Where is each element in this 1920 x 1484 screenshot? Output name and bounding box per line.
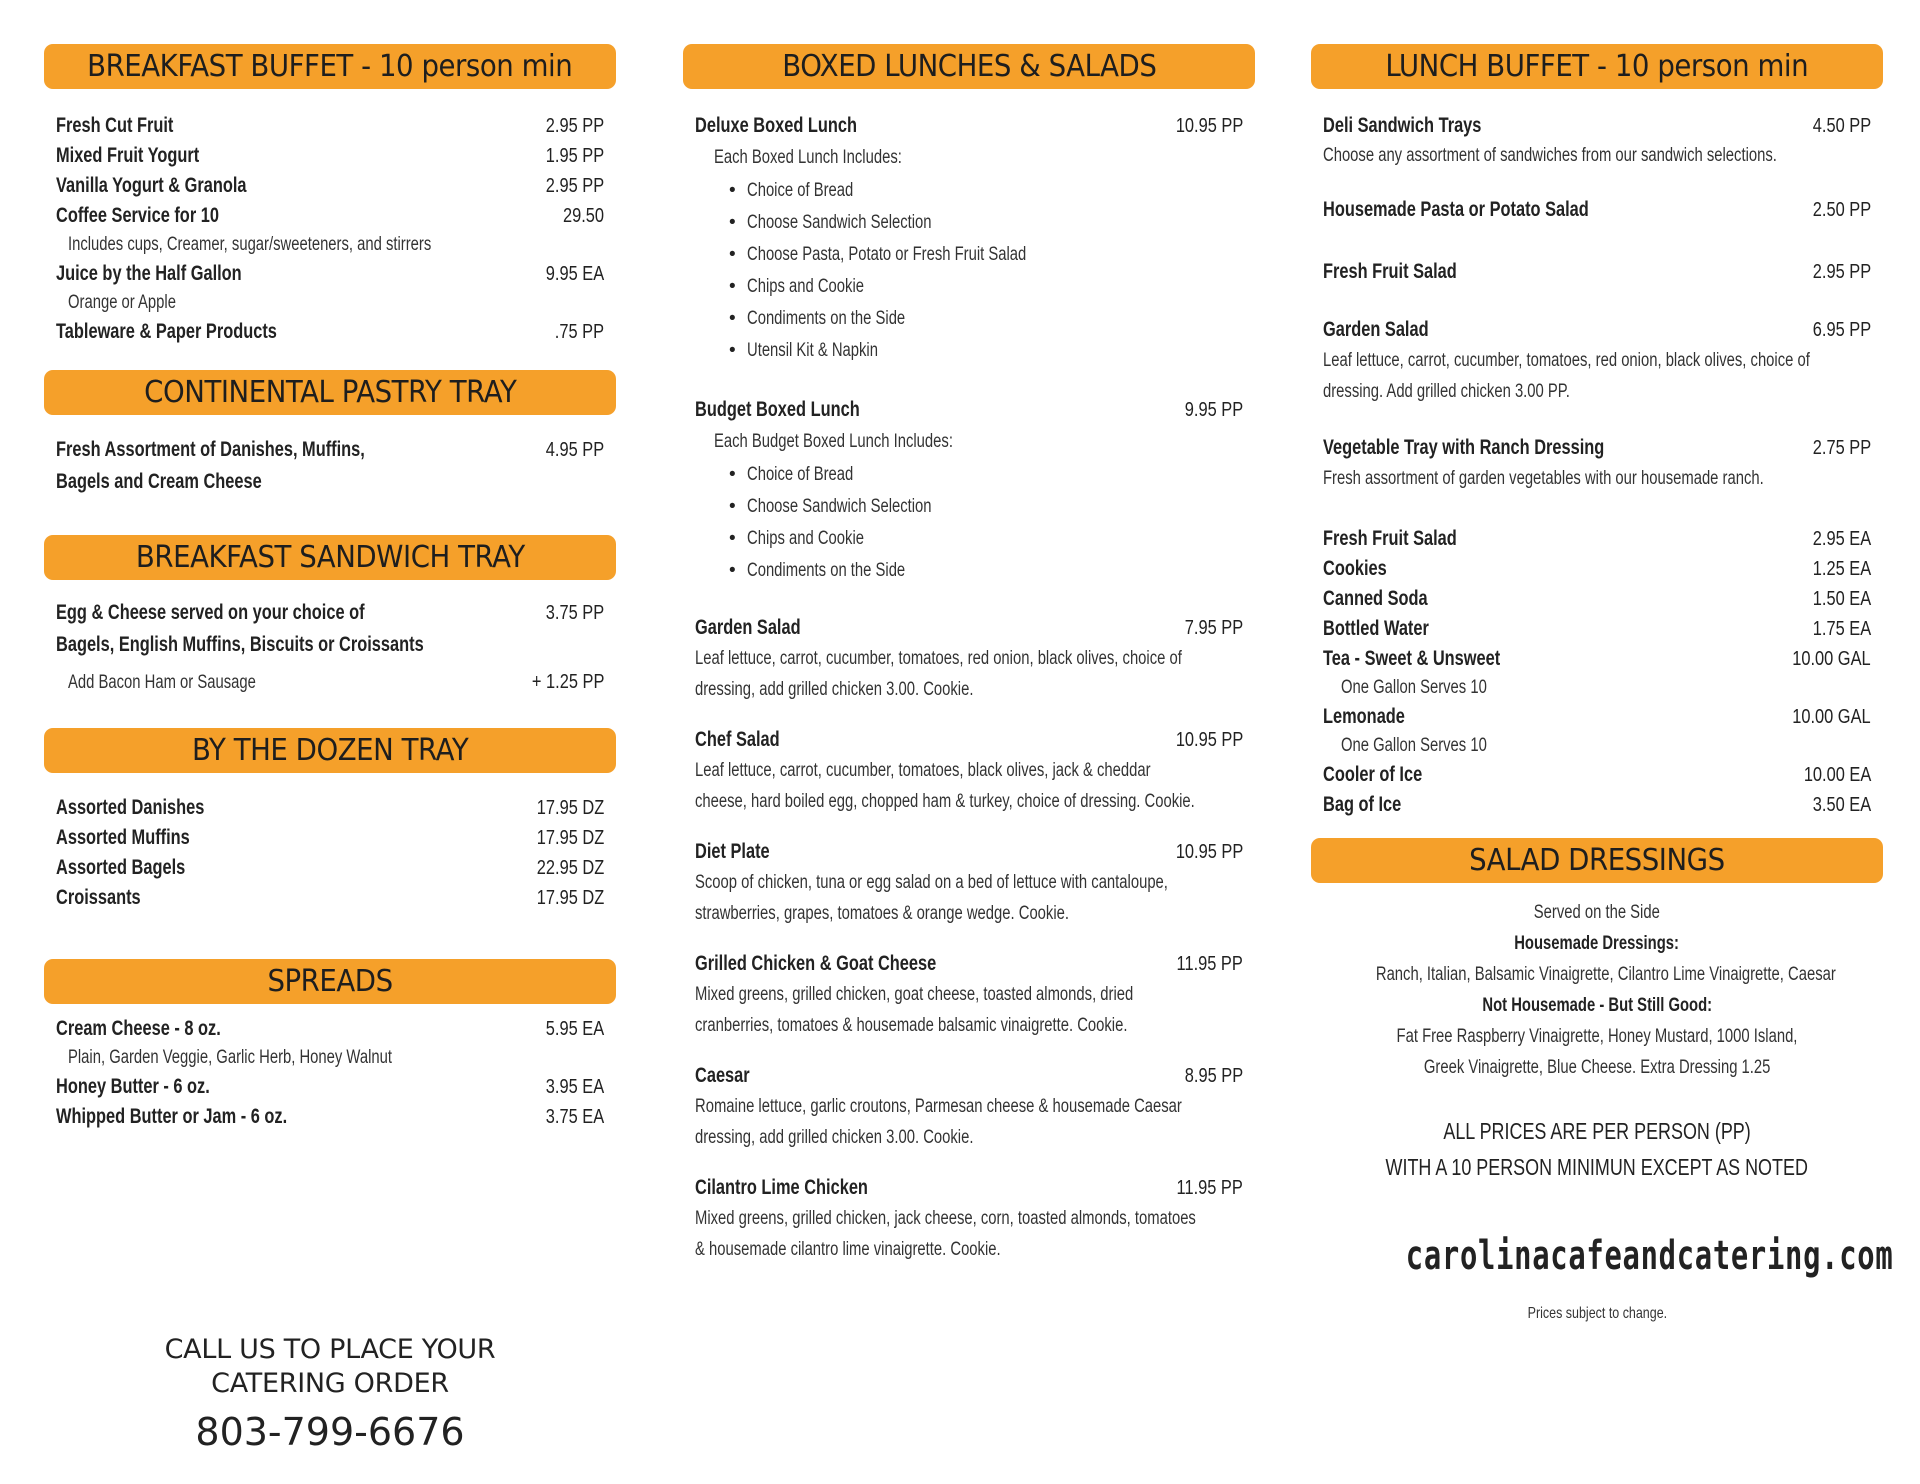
right-column <box>1311 44 1894 1323</box>
item-name: Vanilla Yogurt & Granola <box>56 174 247 197</box>
salad-item <box>683 613 1255 705</box>
item-name: Whipped Butter or Jam - 6 oz. <box>56 1105 288 1128</box>
item-note: Mixed greens, grilled chicken, goat cheese, toasted almonds, dried <box>695 984 1134 1005</box>
deluxe-includes-list <box>683 175 1255 367</box>
veg-price: 2.75 PP <box>1812 437 1871 459</box>
veg-item <box>1311 433 1883 463</box>
item-name: Fresh Fruit Salad <box>1323 527 1457 550</box>
deli-price: 4.50 PP <box>1812 115 1871 137</box>
bullet-item <box>747 271 1255 303</box>
list-item <box>44 1072 616 1102</box>
bullet-text: Choose Sandwich Selection <box>747 212 932 233</box>
item-note: Orange or Apple <box>68 292 176 313</box>
breakfast-sandwich-title: BREAKFAST SANDWICH TRAY <box>135 540 525 575</box>
item-name: Lemonade <box>1323 705 1405 728</box>
boxed-lunches-title: BOXED LUNCHES & SALADS <box>781 49 1157 84</box>
list-item <box>1311 790 1883 820</box>
deli-name: Deli Sandwich Trays <box>1323 114 1482 137</box>
item-name: Chef Salad <box>695 728 780 751</box>
item-note: & housemade cilantro lime vinaigrette. Cookie. <box>695 1239 1001 1260</box>
middle-column <box>683 44 1255 1265</box>
bullet-text: Chips and Cookie <box>747 276 864 297</box>
fruit-name: Fresh Fruit Salad <box>1323 260 1457 283</box>
item-note: One Gallon Serves 10 <box>1341 735 1487 756</box>
fineprint-text: Prices subject to change. <box>1527 1305 1667 1322</box>
item-name: Coffee Service for 10 <box>56 204 219 227</box>
item-price: 7.95 PP <box>1184 617 1243 639</box>
list-item <box>44 259 616 289</box>
list-item <box>44 823 616 853</box>
breakfast-sandwich-addon <box>44 662 616 702</box>
list-item <box>44 317 616 347</box>
item-note: Leaf lettuce, carrot, cucumber, tomatoes, red onion, black olives, choice of <box>695 648 1182 669</box>
item-name: Juice by the Half Gallon <box>56 262 242 285</box>
list-item <box>44 171 616 201</box>
dozen-banner <box>44 728 616 773</box>
item-name: Tableware & Paper Products <box>56 320 277 343</box>
list-item <box>44 853 616 883</box>
item-name: Cilantro Lime Chicken <box>695 1176 868 1199</box>
item-name: Caesar <box>695 1064 750 1087</box>
addon-price: + 1.25 PP <box>531 671 604 693</box>
item-price: .75 PP <box>554 321 604 343</box>
list-item <box>1311 760 1883 790</box>
item-price: 10.00 GAL <box>1792 706 1871 728</box>
item-price: 10.00 GAL <box>1792 648 1871 670</box>
item-price: 10.95 PP <box>1175 841 1243 863</box>
bullet-text: Choose Sandwich Selection <box>747 496 932 517</box>
garden-item <box>1311 315 1883 345</box>
item-note: Mixed greens, grilled chicken, jack cheese, corn, toasted almonds, tomatoes <box>695 1208 1196 1229</box>
budget-name: Budget Boxed Lunch <box>695 398 860 421</box>
item-note: strawberries, grapes, tomatoes & orange wedge. Cookie. <box>695 903 1069 924</box>
list-item <box>1311 614 1883 644</box>
continental-price: 4.95 PP <box>545 439 604 461</box>
pasta-item <box>1311 195 1883 225</box>
item-name: Cookies <box>1323 557 1387 580</box>
list-item <box>44 883 616 913</box>
spreads-title: SPREADS <box>267 964 393 999</box>
pricing-note-line2: WITH A 10 PERSON MINIMUN EXCEPT AS NOTED <box>1385 1154 1809 1180</box>
item-price: 29.50 <box>562 205 604 227</box>
item-price: 2.95 PP <box>545 115 604 137</box>
pricing-note-line1: ALL PRICES ARE PER PERSON (PP) <box>1443 1118 1751 1144</box>
salad-header <box>683 837 1255 867</box>
continental-line1: Fresh Assortment of Danishes, Muffins, <box>56 438 365 461</box>
breakfast-buffet-list <box>44 111 616 347</box>
pricing-note <box>1311 1113 1883 1185</box>
item-price: 3.95 EA <box>545 1076 604 1098</box>
item-price: 22.95 DZ <box>536 857 604 879</box>
item-name: Diet Plate <box>695 840 770 863</box>
garden-desc1: Leaf lettuce, carrot, cucumber, tomatoes, red onion, black olives, choice of <box>1323 350 1810 371</box>
item-price: 5.95 EA <box>545 1018 604 1040</box>
item-note: Leaf lettuce, carrot, cucumber, tomatoes, black olives, jack & cheddar <box>695 760 1151 781</box>
salad-dressings-title: SALAD DRESSINGS <box>1469 843 1725 878</box>
item-price: 3.75 EA <box>545 1106 604 1128</box>
item-note: dressing, add grilled chicken 3.00. Cookie. <box>695 679 974 700</box>
breakfast-buffet-banner <box>44 44 616 89</box>
lunch-buffet-title: LUNCH BUFFET - 10 person min <box>1385 49 1809 84</box>
continental-banner <box>44 370 616 415</box>
breakfast-buffet-title: BREAKFAST BUFFET - 10 person min <box>87 49 573 84</box>
bullet-text: Condiments on the Side <box>747 560 906 581</box>
breakfast-sandwich-item <box>44 598 616 628</box>
bullet-text: Choose Pasta, Potato or Fresh Fruit Salad <box>747 244 1027 265</box>
item-name: Tea - Sweet & Unsweet <box>1323 647 1501 670</box>
pasta-price: 2.50 PP <box>1812 199 1871 221</box>
bullet-item <box>747 491 1255 523</box>
item-note: Romaine lettuce, garlic croutons, Parmesan cheese & housemade Caesar <box>695 1096 1182 1117</box>
housemade-list: Ranch, Italian, Balsamic Vinaigrette, Cilantro Lime Vinaigrette, Caesar <box>1375 964 1836 985</box>
website-link[interactable] <box>1311 1233 1894 1279</box>
breakfast-sandwich-line1: Egg & Cheese served on your choice of <box>56 601 365 624</box>
list-item <box>44 793 616 823</box>
veg-name: Vegetable Tray with Ranch Dressing <box>1323 436 1605 459</box>
garden-desc2: dressing. Add grilled chicken 3.00 PP. <box>1323 381 1570 402</box>
item-price: 3.50 EA <box>1812 794 1871 816</box>
item-note: dressing, add grilled chicken 3.00. Cookie. <box>695 1127 974 1148</box>
prices-subject-note <box>1311 1305 1883 1323</box>
dozen-list <box>44 793 616 913</box>
breakfast-sandwich-banner <box>44 535 616 580</box>
bullet-item <box>747 335 1255 367</box>
item-price: 17.95 DZ <box>536 797 604 819</box>
item-name: Assorted Danishes <box>56 796 205 819</box>
budget-price: 9.95 PP <box>1184 399 1243 421</box>
bullet-item <box>747 175 1255 207</box>
item-name: Canned Soda <box>1323 587 1428 610</box>
not-housemade-line1: Fat Free Raspberry Vinaigrette, Honey Mustard, 1000 Island, <box>1396 1026 1798 1047</box>
salad-header <box>683 1173 1255 1203</box>
salad-item <box>683 949 1255 1041</box>
salad-header <box>683 949 1255 979</box>
salad-dressings-banner <box>1311 838 1883 883</box>
item-price: 8.95 PP <box>1184 1065 1243 1087</box>
call-line1: CALL US TO PLACE YOUR <box>164 1334 496 1365</box>
deluxe-intro: Each Boxed Lunch Includes: <box>714 147 902 168</box>
list-item <box>44 201 616 231</box>
item-name: Garden Salad <box>695 616 801 639</box>
item-price: 2.95 PP <box>545 175 604 197</box>
budget-boxed-lunch <box>683 395 1255 425</box>
item-name: Bag of Ice <box>1323 793 1402 816</box>
website-text: carolinacafeandcatering.com <box>1405 1233 1894 1279</box>
deli-item <box>1311 111 1883 141</box>
salad-header <box>683 613 1255 643</box>
list-item <box>44 1014 616 1044</box>
item-note: One Gallon Serves 10 <box>1341 677 1487 698</box>
list-item <box>1311 702 1883 732</box>
item-price: 11.95 PP <box>1176 1177 1243 1199</box>
item-price: 1.95 PP <box>545 145 604 167</box>
call-to-order <box>44 1333 616 1457</box>
continental-item <box>44 435 616 465</box>
item-price: 1.50 EA <box>1812 588 1871 610</box>
item-price: 2.95 EA <box>1812 528 1871 550</box>
salad-header <box>683 725 1255 755</box>
list-item <box>1311 584 1883 614</box>
bullet-text: Choice of Bread <box>747 464 854 485</box>
spreads-banner <box>44 959 616 1004</box>
item-price: 17.95 DZ <box>536 887 604 909</box>
bullet-text: Chips and Cookie <box>747 528 864 549</box>
dozen-title: BY THE DOZEN TRAY <box>191 733 469 768</box>
salad-item <box>683 1061 1255 1153</box>
item-name: Assorted Muffins <box>56 826 190 849</box>
deli-desc: Choose any assortment of sandwiches from our sandwich selections. <box>1323 145 1777 166</box>
bullet-item <box>747 523 1255 555</box>
extras-list <box>1311 524 1883 820</box>
item-name: Cooler of Ice <box>1323 763 1423 786</box>
deluxe-boxed-lunch <box>683 111 1255 141</box>
item-name: Assorted Bagels <box>56 856 186 879</box>
bullet-item <box>747 303 1255 335</box>
item-price: 1.25 EA <box>1812 558 1871 580</box>
fruit-price: 2.95 PP <box>1812 261 1871 283</box>
breakfast-sandwich-line2: Bagels, English Muffins, Biscuits or Croissants <box>56 633 424 656</box>
spreads-list <box>44 1014 616 1132</box>
list-item <box>1311 644 1883 674</box>
item-name: Bottled Water <box>1323 617 1429 640</box>
salad-header <box>683 1061 1255 1091</box>
item-price: 9.95 EA <box>545 263 604 285</box>
item-price: 10.00 EA <box>1803 764 1871 786</box>
pasta-name: Housemade Pasta or Potato Salad <box>1323 198 1589 221</box>
item-name: Croissants <box>56 886 141 909</box>
item-name: Grilled Chicken & Goat Cheese <box>695 952 937 975</box>
deluxe-price: 10.95 PP <box>1175 115 1243 137</box>
phone-number[interactable]: 803-799-6676 <box>195 1410 465 1454</box>
bullet-item <box>747 555 1255 587</box>
garden-name: Garden Salad <box>1323 318 1429 341</box>
item-note: Plain, Garden Veggie, Garlic Herb, Honey Walnut <box>68 1047 393 1068</box>
item-note: Scoop of chicken, tuna or egg salad on a bed of lettuce with cantaloupe, <box>695 872 1168 893</box>
bullet-item <box>747 207 1255 239</box>
bullet-text: Utensil Kit & Napkin <box>747 340 878 361</box>
salad-item <box>683 725 1255 817</box>
item-name: Fresh Cut Fruit <box>56 114 174 137</box>
dressings-served: Served on the Side <box>1533 902 1661 923</box>
item-name: Mixed Fruit Yogurt <box>56 144 200 167</box>
bullet-text: Choice of Bread <box>747 180 854 201</box>
bullet-item <box>747 239 1255 271</box>
salad-item <box>683 837 1255 929</box>
list-item <box>44 141 616 171</box>
bullet-text: Condiments on the Side <box>747 308 906 329</box>
continental-line2: Bagels and Cream Cheese <box>56 470 262 493</box>
breakfast-sandwich-price: 3.75 PP <box>545 602 604 624</box>
salad-list <box>683 587 1255 1265</box>
dressings-block <box>1311 897 1883 1083</box>
item-price: 17.95 DZ <box>536 827 604 849</box>
call-line2: CATERING ORDER <box>211 1368 449 1399</box>
salad-item <box>683 1173 1255 1265</box>
lunch-buffet-banner <box>1311 44 1883 89</box>
continental-title: CONTINENTAL PASTRY TRAY <box>143 375 517 410</box>
not-housemade-label: Not Housemade - But Still Good: <box>1482 995 1712 1016</box>
budget-includes-list <box>683 459 1255 587</box>
veg-desc: Fresh assortment of garden vegetables with our housemade ranch. <box>1323 468 1764 489</box>
item-price: 1.75 EA <box>1812 618 1871 640</box>
fruit-item <box>1311 257 1883 287</box>
not-housemade-line2: Greek Vinaigrette, Blue Cheese. Extra Dressing 1.25 <box>1423 1057 1771 1078</box>
list-item <box>44 111 616 141</box>
boxed-lunches-banner <box>683 44 1255 89</box>
housemade-label: Housemade Dressings: <box>1514 933 1680 954</box>
list-item <box>1311 554 1883 584</box>
deluxe-name: Deluxe Boxed Lunch <box>695 114 858 137</box>
item-name: Honey Butter - 6 oz. <box>56 1075 210 1098</box>
list-item <box>1311 524 1883 554</box>
list-item <box>44 1102 616 1132</box>
item-note: Includes cups, Creamer, sugar/sweeteners, and stirrers <box>68 234 432 255</box>
item-note: cheese, hard boiled egg, chopped ham & turkey, choice of dressing. Cookie. <box>695 791 1195 812</box>
item-price: 10.95 PP <box>1175 729 1243 751</box>
garden-price: 6.95 PP <box>1812 319 1871 341</box>
item-price: 11.95 PP <box>1176 953 1243 975</box>
bullet-item <box>747 459 1255 491</box>
item-name: Cream Cheese - 8 oz. <box>56 1017 221 1040</box>
addon-label: Add Bacon Ham or Sausage <box>68 672 256 693</box>
budget-intro: Each Budget Boxed Lunch Includes: <box>714 431 953 452</box>
left-column <box>44 44 616 1132</box>
item-note: cranberries, tomatoes & housemade balsamic vinaigrette. Cookie. <box>695 1015 1128 1036</box>
